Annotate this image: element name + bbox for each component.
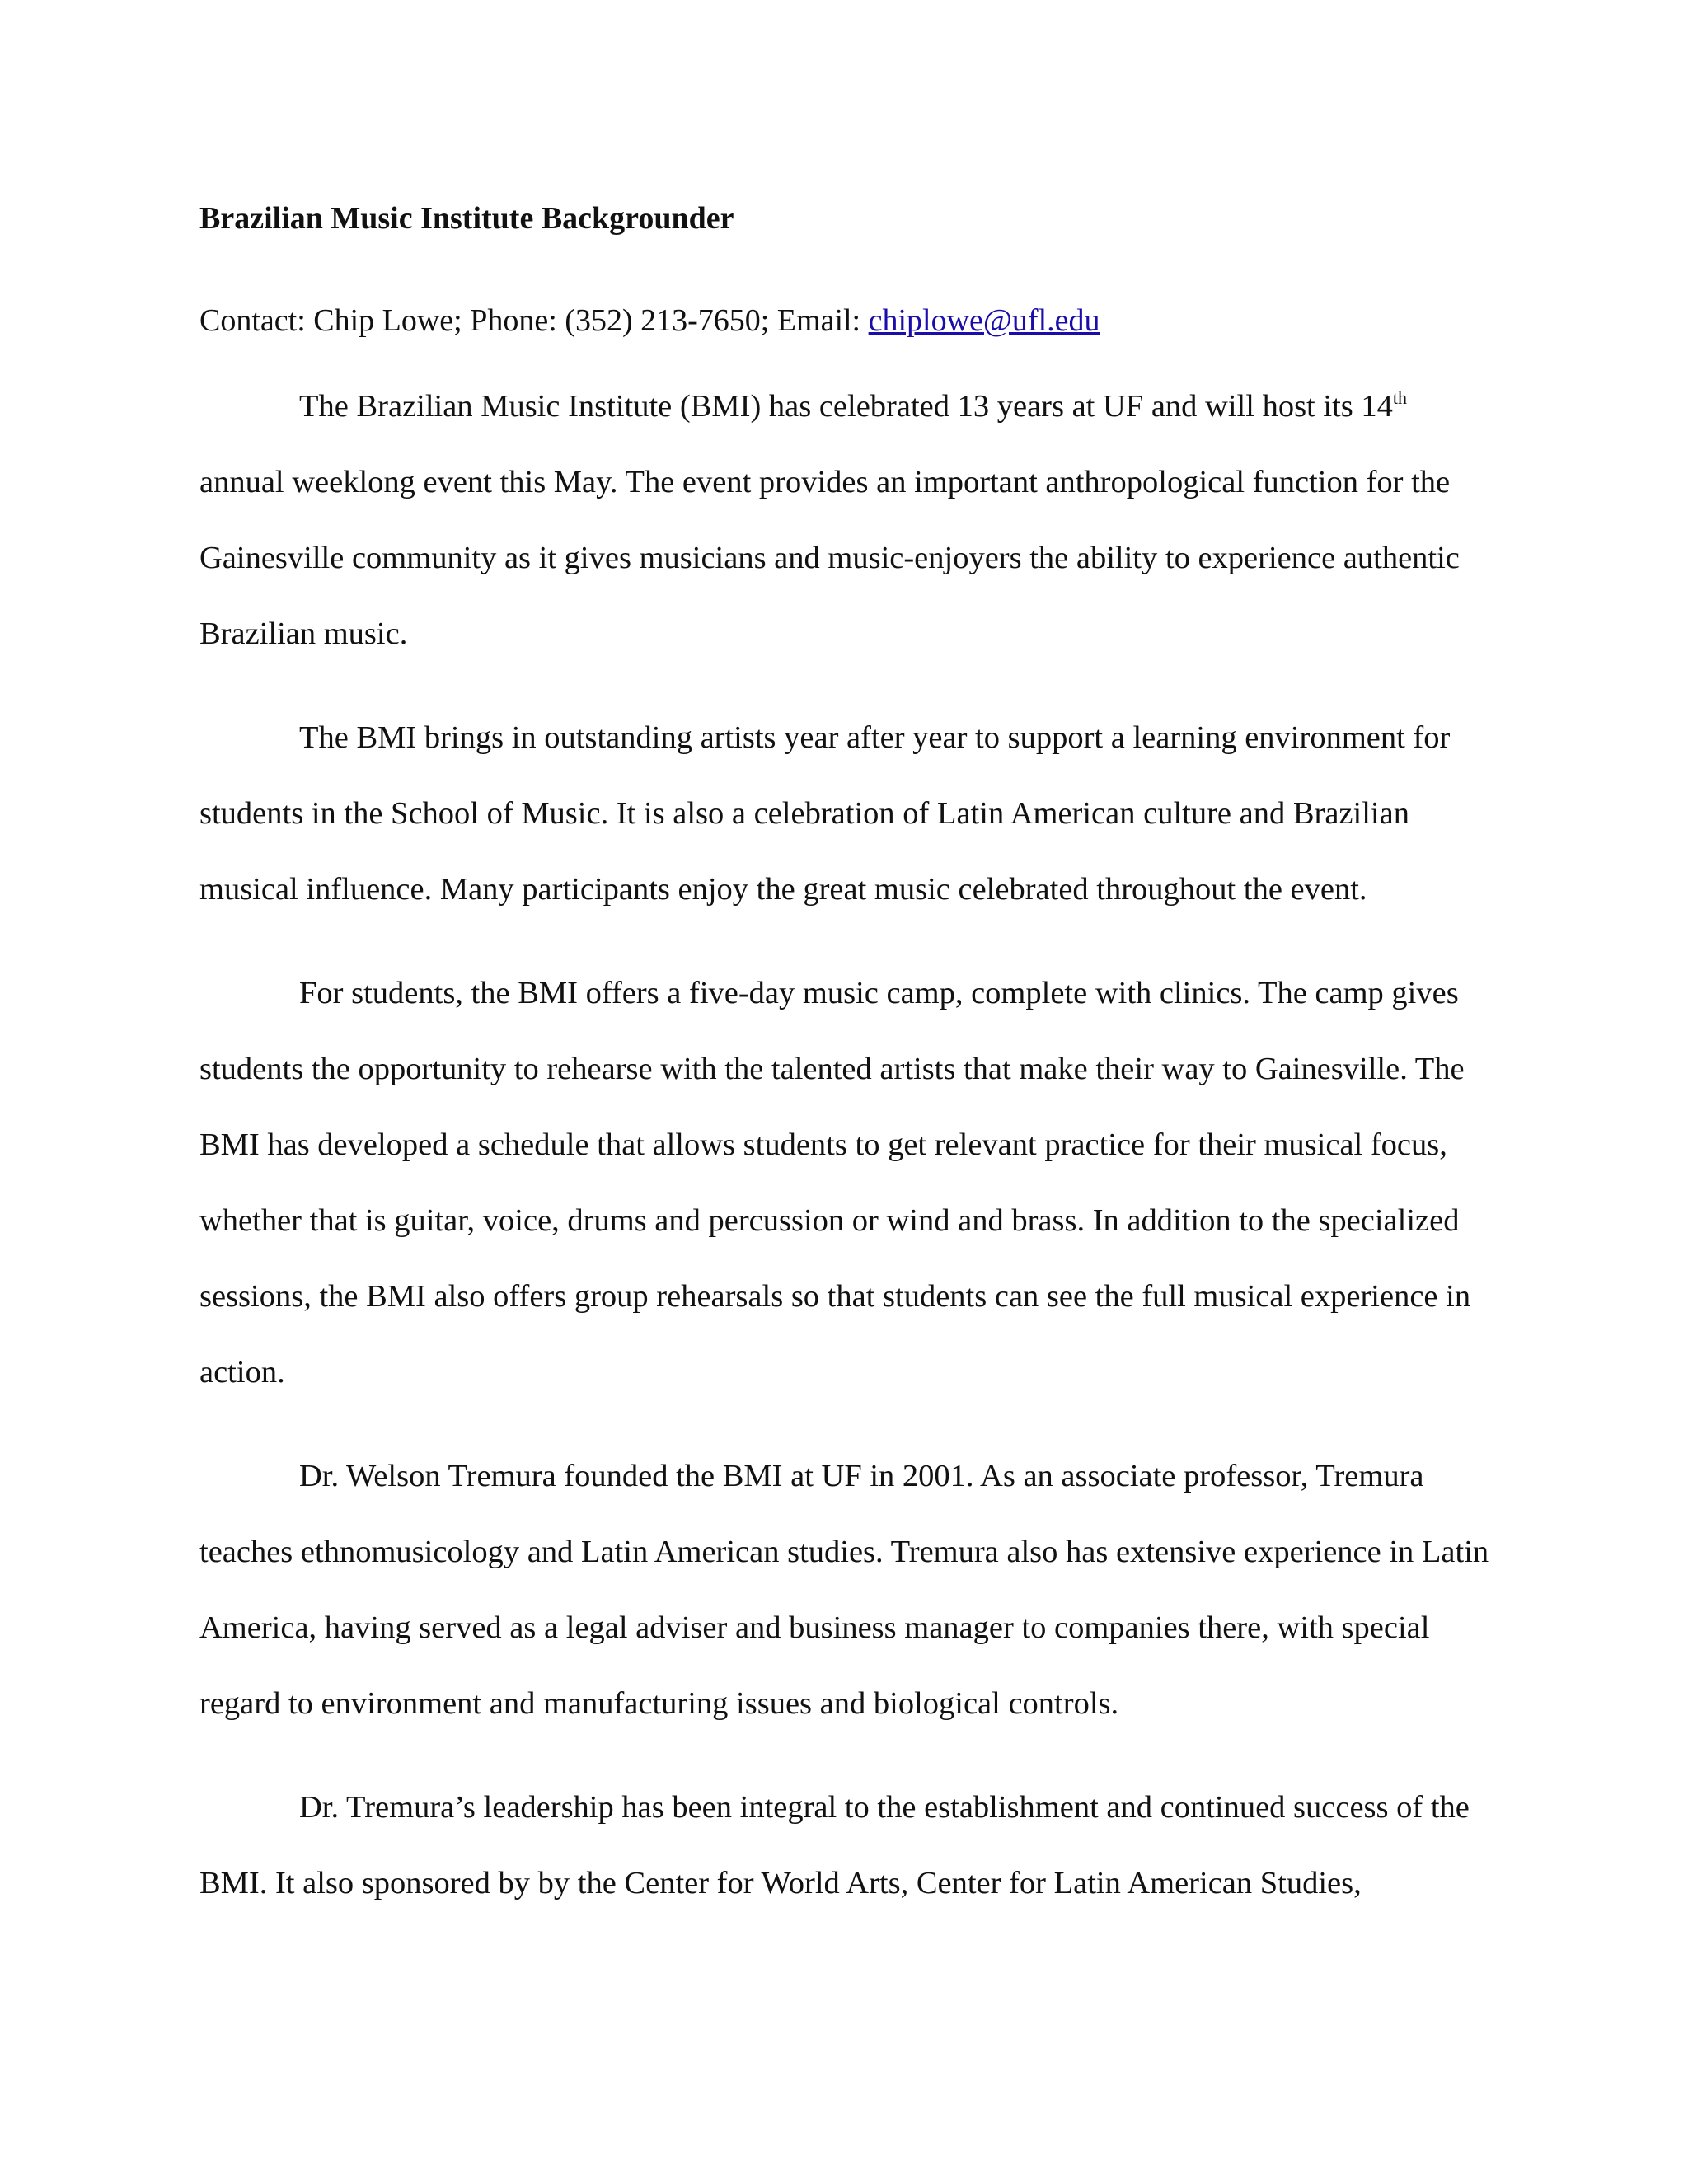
contact-line bbox=[199, 300, 1493, 341]
paragraph-3: For students, the BMI offers a five-day music camp, complete with clinics. The camp gives students the opportunity to rehearse with the talented artists that make their way to Gainesville. The BMI has developed a schedule that allows students to get relevant practice for their musical focus, whether that is guitar, voice, drums and percussion or wind and brass. In addition to the specialized sessions, the BMI also offers group rehearsals so that students can see the full musical experience in action. bbox=[199, 976, 1471, 1390]
document-title: Brazilian Music Institute Backgrounder bbox=[199, 201, 734, 236]
document-body bbox=[199, 198, 1493, 1921]
paragraph-2: The BMI brings in outstanding artists year after year to support a learning environment for students in the School of Music. It is also a celebration of Latin American culture and Brazilian musical influence. Many participants enjoy the great music celebrated throughout the event. bbox=[199, 720, 1451, 907]
paragraph-5: Dr. Tremura’s leadership has been integral to the establishment and continued success of the BMI. It also sponsored by by the Center for World Arts, Center for Latin American Studies, bbox=[199, 1790, 1470, 1900]
paragraph-4: Dr. Welson Tremura founded the BMI at UF in 2001. As an associate professor, Tremura teaches ethnomusicology and Latin American studies. Tremura also has extensive experience in Latin America, having served as a legal adviser and business manager to companies there, with special regard to environment and manufacturing issues and biological controls. bbox=[199, 1459, 1489, 1721]
email-link[interactable]: chiplowe@ufl.edu bbox=[868, 303, 1100, 338]
paragraph-1-text-end: annual weeklong event this May. The event provides an important anthropological function for the Gainesville community as it gives musicians and music-enjoyers the ability to experience authentic Brazilian music. bbox=[199, 465, 1460, 651]
paragraph-1 bbox=[199, 368, 1493, 672]
ordinal-superscript: th bbox=[1392, 387, 1408, 408]
paragraph-1-text-start: The Brazilian Music Institute (BMI) has celebrated 13 years at UF and will host its 14 bbox=[299, 389, 1393, 424]
contact-details: Contact: Chip Lowe; Phone: (352) 213-7650; Email: bbox=[199, 303, 869, 338]
